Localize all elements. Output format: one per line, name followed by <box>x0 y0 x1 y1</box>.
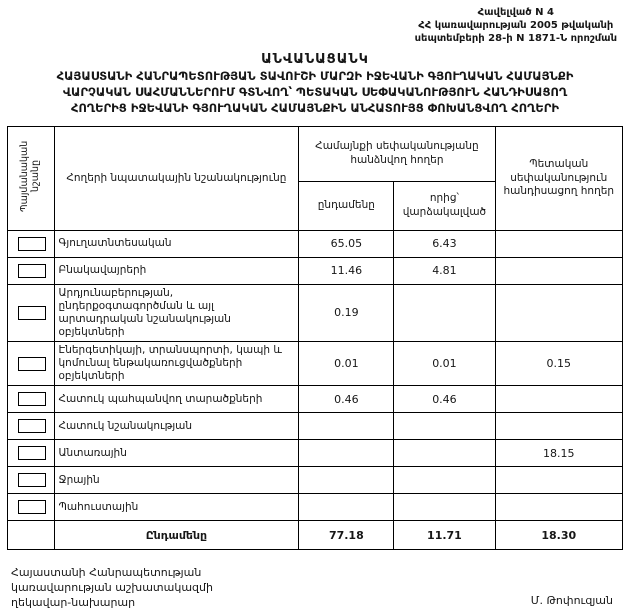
appendix-line: սեպտեմբերի 28-ի N 1871-Ն որոշման <box>414 33 617 44</box>
symbol-cell <box>8 342 55 386</box>
legend-box <box>18 392 46 406</box>
state-value: 0.15 <box>495 342 622 386</box>
table-row <box>8 257 623 284</box>
symbol-cell <box>8 494 55 521</box>
signatory-title-line: Հայաստանի Հանրապետության <box>11 566 202 580</box>
table-row <box>8 284 623 342</box>
leased-value <box>394 467 495 494</box>
state-value <box>495 284 622 342</box>
total-value <box>299 413 394 440</box>
lands-table <box>7 126 623 551</box>
table-row <box>8 413 623 440</box>
leased-value <box>394 284 495 342</box>
legend-box <box>18 306 46 320</box>
symbol-cell <box>8 284 55 342</box>
subtitle-line: ՎԱՐՉԱԿԱՆ ՍԱՀՄԱՆՆԵՐՈՒՄ ԳՏՆՎՈՂ՝ ՊԵՏԱԿԱՆ ՍԵՓԱԿԱՆՈՒԹՅՈՒՆ ՀԱՆԴԻՍԱՑՈՂ <box>62 84 568 99</box>
table-row <box>8 230 623 257</box>
symbol-cell <box>8 467 55 494</box>
column-header-total: ընդամենը <box>299 181 394 230</box>
signatory-title-line: կառավարության աշխատակազմի <box>11 581 213 595</box>
legend-box <box>18 446 46 460</box>
column-header-state: Պետական սեփականություն հանդիսացող հողեր <box>495 126 622 230</box>
signatory-title-line: ղեկավար-նախարար <box>11 596 136 610</box>
appendix-reference <box>415 6 617 45</box>
column-header-symbol-text: Պայմանական նշանը <box>18 140 41 212</box>
land-purpose-label: Էներգետիկայի, տրանսպորտի, կապի և կոմունալ ենթակառուցվածքների օբյեկտների <box>54 342 299 386</box>
legend-box <box>18 264 46 278</box>
state-value: 18.15 <box>495 440 622 467</box>
legend-box <box>18 357 46 371</box>
symbol-cell <box>8 257 55 284</box>
land-purpose-label: Ջրային <box>54 467 299 494</box>
total-value: 0.19 <box>299 284 394 342</box>
table-row <box>8 494 623 521</box>
land-purpose-label: Հատուկ պահպանվող տարածքների <box>54 386 299 413</box>
land-purpose-label: Անտառային <box>54 440 299 467</box>
leased-value: 0.46 <box>394 386 495 413</box>
symbol-cell <box>8 230 55 257</box>
appendix-line: Հավելված N 4 <box>477 7 554 18</box>
table-row <box>8 467 623 494</box>
state-value <box>495 230 622 257</box>
land-purpose-label: Գյուղատնտեսական <box>54 230 299 257</box>
leased-value <box>394 413 495 440</box>
state-value <box>495 467 622 494</box>
symbol-cell <box>8 440 55 467</box>
state-value <box>495 413 622 440</box>
land-purpose-label: Արդյունաբերության, ընդերքօգտագործման և այլ արտադրական նշանակության օբյեկտների <box>54 284 299 342</box>
state-value <box>495 494 622 521</box>
symbol-cell <box>8 386 55 413</box>
leased-value: 0.01 <box>394 342 495 386</box>
total-row-total: 77.18 <box>299 521 394 550</box>
leased-value <box>394 494 495 521</box>
column-header-symbol <box>8 126 55 230</box>
total-value: 0.46 <box>299 386 394 413</box>
state-value <box>495 386 622 413</box>
symbol-cell-empty <box>8 521 55 550</box>
total-value <box>299 494 394 521</box>
column-header-community-group: Համայնքի սեփականությանը հանձնվող հողեր <box>299 126 495 181</box>
legend-box <box>18 237 46 251</box>
total-value: 65.05 <box>299 230 394 257</box>
total-row-leased: 11.71 <box>394 521 495 550</box>
land-purpose-label: Պահուստային <box>54 494 299 521</box>
table-row <box>8 386 623 413</box>
column-header-leased: որից՝ վարձակալված <box>394 181 495 230</box>
symbol-cell <box>8 413 55 440</box>
page-subtitle <box>7 69 623 117</box>
subtitle-line: ՀՈՂԵՐԻՑ ԻՋԵՎԱՆԻ ԳՅՈՒՂԱԿԱՆ ՀԱՄԱՅՆՔԻՆ ԱՆՀԱՏՈՒՅՑ ՓՈԽԱՆՑՎՈՂ ՀՈՂԵՐԻ <box>70 100 560 115</box>
total-value <box>299 440 394 467</box>
table-row <box>8 440 623 467</box>
land-purpose-label: Բնակավայրերի <box>54 257 299 284</box>
total-row-state: 18.30 <box>495 521 622 550</box>
signature-block <box>11 566 613 611</box>
subtitle-line: ՀԱՅԱՍՏԱՆԻ ՀԱՆՐԱՊԵՏՈՒԹՅԱՆ ՏԱՎՈՒՇԻ ՄԱՐԶԻ ԻՋԵՎԱՆԻ ԳՅՈՒՂԱԿԱՆ ՀԱՄԱՅՆՔԻ <box>56 69 574 83</box>
total-value: 0.01 <box>299 342 394 386</box>
state-value <box>495 257 622 284</box>
legend-box <box>18 419 46 433</box>
leased-value: 6.43 <box>394 230 495 257</box>
table-total-row <box>8 521 623 550</box>
table-row <box>8 342 623 386</box>
total-row-label: Ընդամենը <box>54 521 299 550</box>
total-value: 11.46 <box>299 257 394 284</box>
legend-box <box>18 500 46 514</box>
legend-box <box>18 473 46 487</box>
appendix-line: ՀՀ կառավարության 2005 թվականի <box>418 20 614 31</box>
signatory-title <box>11 566 213 611</box>
land-purpose-label: Հատուկ նշանակության <box>54 413 299 440</box>
page-title: ԱՆՎԱՆԱՑԱՆԿ <box>261 52 369 67</box>
leased-value: 4.81 <box>394 257 495 284</box>
column-header-purpose: Հողերի նպատակային նշանակությունը <box>54 126 299 230</box>
leased-value <box>394 440 495 467</box>
total-value <box>299 467 394 494</box>
signatory-name: Մ. Թոփուզյան <box>530 594 613 608</box>
